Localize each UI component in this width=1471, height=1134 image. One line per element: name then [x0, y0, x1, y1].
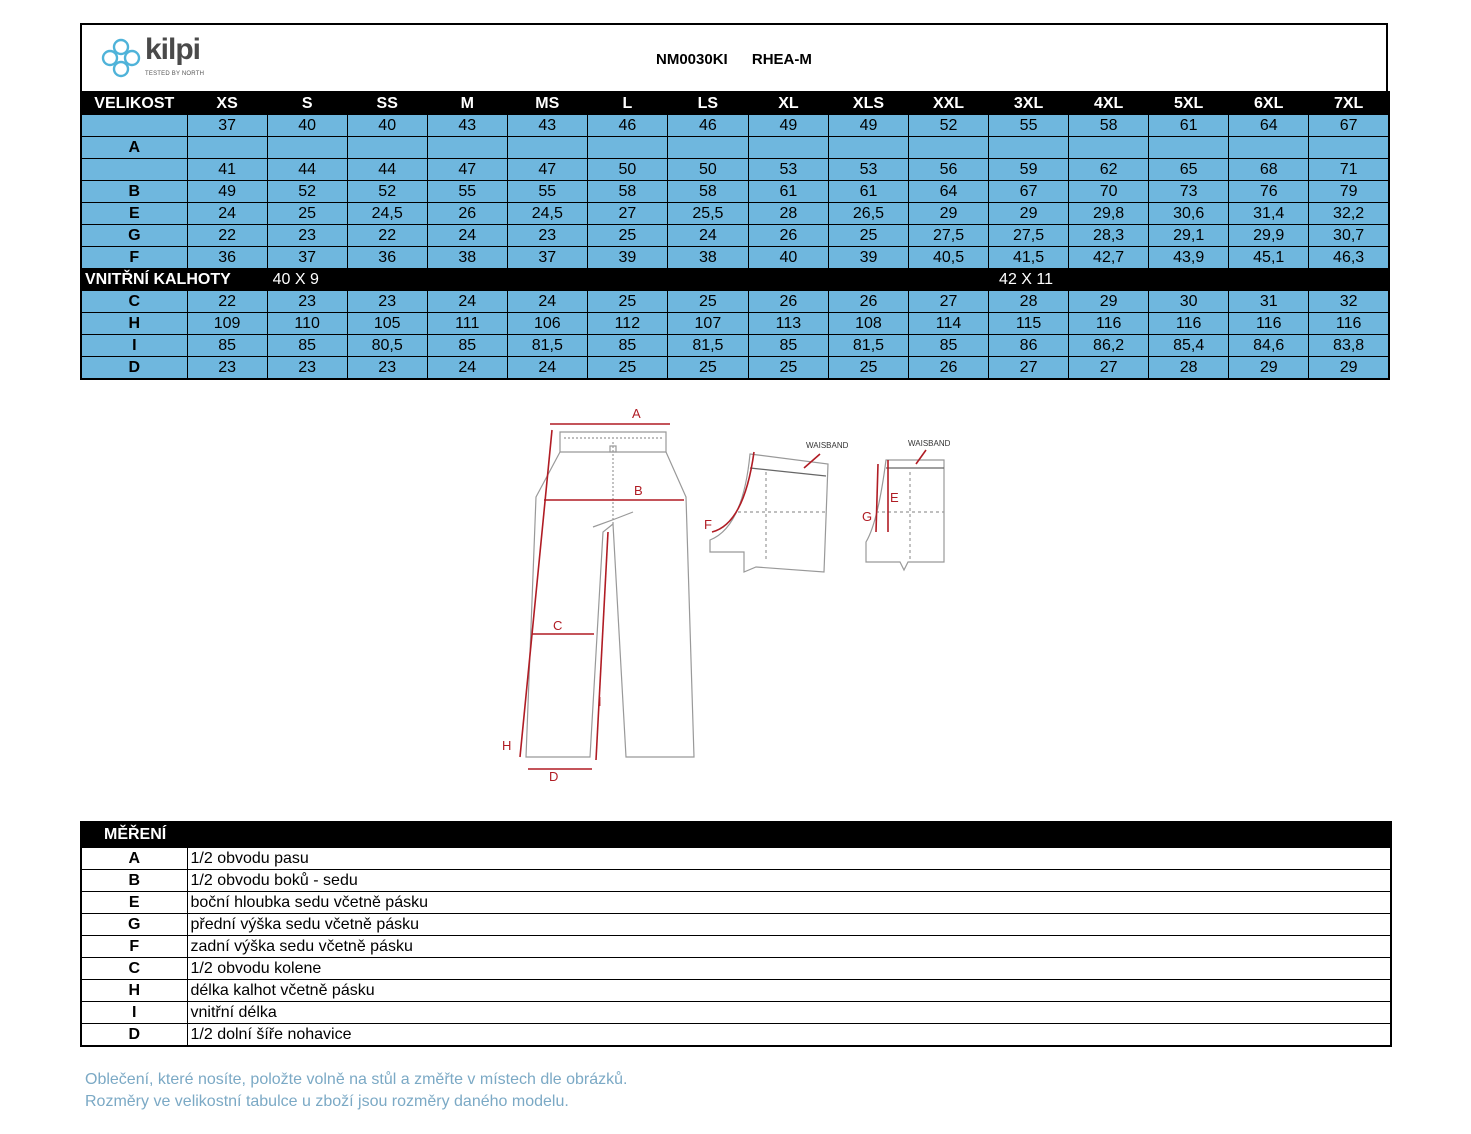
size-value-cell: 29: [1069, 291, 1149, 313]
size-value-cell: [909, 137, 989, 159]
size-value-cell: 73: [1149, 181, 1229, 203]
measurement-row: [81, 980, 1391, 1002]
size-value-cell: 55: [507, 181, 587, 203]
size-value-cell: 29: [1229, 357, 1309, 380]
measurement-description: 1/2 obvodu kolene: [187, 958, 1391, 980]
size-value-cell: 24: [427, 291, 507, 313]
size-row-label: C: [81, 291, 187, 313]
size-value-cell: 28: [1149, 357, 1229, 380]
size-value-cell: [748, 137, 828, 159]
size-value-cell: 24: [427, 225, 507, 247]
measurement-code: I: [81, 1002, 187, 1024]
size-row: [81, 159, 1389, 181]
measurement-code: D: [81, 1024, 187, 1047]
size-header-cell: XL: [748, 92, 828, 115]
size-value-cell: [507, 137, 587, 159]
size-value-cell: 23: [187, 357, 267, 380]
measure-line-i: [596, 532, 608, 760]
measurement-legend-title: MĚŘENÍ: [81, 822, 1391, 848]
size-value-cell: 32,2: [1309, 203, 1389, 225]
size-value-cell: 25: [587, 291, 667, 313]
size-value-cell: 76: [1229, 181, 1309, 203]
size-value-cell: 52: [267, 181, 347, 203]
size-value-cell: 83,8: [1309, 335, 1389, 357]
size-value-cell: 108: [828, 313, 908, 335]
size-value-cell: 25: [587, 357, 667, 380]
brand-logo: [98, 35, 228, 83]
measurement-description: 1/2 dolní šíře nohavice: [187, 1024, 1391, 1047]
size-header-cell: 5XL: [1149, 92, 1229, 115]
size-value-cell: 28: [748, 203, 828, 225]
measurement-row: [81, 892, 1391, 914]
measurement-code: F: [81, 936, 187, 958]
size-value-cell: 105: [347, 313, 427, 335]
size-value-cell: 27: [989, 357, 1069, 380]
size-value-cell: [187, 137, 267, 159]
size-header-cell: LS: [667, 92, 748, 115]
label-e: E: [890, 490, 899, 505]
size-value-cell: 44: [347, 159, 427, 181]
measure-line-f: [712, 452, 754, 532]
measurement-code: B: [81, 870, 187, 892]
size-value-cell: 44: [267, 159, 347, 181]
size-value-cell: [667, 137, 748, 159]
size-value-cell: 85: [427, 335, 507, 357]
size-value-cell: 68: [1229, 159, 1309, 181]
size-value-cell: 40,5: [909, 247, 989, 269]
size-header-cell: M: [427, 92, 507, 115]
measurement-row: [81, 1002, 1391, 1024]
size-value-cell: [1069, 137, 1149, 159]
size-value-cell: 116: [1229, 313, 1309, 335]
size-value-cell: 25,5: [667, 203, 748, 225]
size-header-cell: XLS: [828, 92, 908, 115]
measurement-code: H: [81, 980, 187, 1002]
size-value-cell: 22: [347, 225, 427, 247]
size-value-cell: 24: [507, 291, 587, 313]
size-value-cell: 53: [748, 159, 828, 181]
size-value-cell: 26,5: [828, 203, 908, 225]
measurement-row: [81, 936, 1391, 958]
size-value-cell: 27,5: [909, 225, 989, 247]
size-row: [81, 137, 1389, 159]
measurement-description: délka kalhot včetně pásku: [187, 980, 1391, 1002]
size-value-cell: 64: [909, 181, 989, 203]
waistband-arrow-back: [916, 450, 926, 464]
size-value-cell: 26: [748, 225, 828, 247]
size-row-label: H: [81, 313, 187, 335]
size-value-cell: 116: [1149, 313, 1229, 335]
size-value-cell: 46: [667, 115, 748, 137]
waistband-label-back: WAISBAND: [908, 439, 951, 448]
size-value-cell: 59: [989, 159, 1069, 181]
size-value-cell: 107: [667, 313, 748, 335]
size-value-cell: 30,6: [1149, 203, 1229, 225]
size-value-cell: 24: [667, 225, 748, 247]
size-value-cell: 25: [748, 357, 828, 380]
size-value-cell: 27: [909, 291, 989, 313]
size-value-cell: 38: [667, 247, 748, 269]
size-value-cell: 85,4: [1149, 335, 1229, 357]
size-value-cell: 43,9: [1149, 247, 1229, 269]
size-value-cell: 27,5: [989, 225, 1069, 247]
size-value-cell: 27: [1069, 357, 1149, 380]
size-row-label: [81, 159, 187, 181]
measurement-description: přední výška sedu včetně pásku: [187, 914, 1391, 936]
label-a: A: [632, 406, 641, 421]
label-f: F: [704, 517, 712, 532]
size-value-cell: 56: [909, 159, 989, 181]
size-value-cell: 64: [1229, 115, 1309, 137]
size-value-cell: 24,5: [507, 203, 587, 225]
back-view-labels: [862, 439, 951, 524]
size-value-cell: 41,5: [989, 247, 1069, 269]
measurement-row: [81, 1024, 1391, 1047]
size-value-cell: 49: [828, 115, 908, 137]
size-value-cell: 29,1: [1149, 225, 1229, 247]
size-header-cell: 3XL: [989, 92, 1069, 115]
size-value-cell: 43: [507, 115, 587, 137]
label-d: D: [549, 769, 559, 782]
size-value-cell: 40: [267, 115, 347, 137]
size-value-cell: 71: [1309, 159, 1389, 181]
size-value-cell: 55: [427, 181, 507, 203]
size-value-cell: [347, 137, 427, 159]
size-value-cell: 27: [587, 203, 667, 225]
size-value-cell: 37: [187, 115, 267, 137]
size-value-cell: [1229, 137, 1309, 159]
size-header-cell: MS: [507, 92, 587, 115]
size-value-cell: 109: [187, 313, 267, 335]
measurement-description: vnitřní délka: [187, 1002, 1391, 1024]
size-value-cell: 58: [587, 181, 667, 203]
size-value-cell: 106: [507, 313, 587, 335]
size-value-cell: 61: [828, 181, 908, 203]
size-value-cell: 49: [748, 115, 828, 137]
size-value-cell: 111: [427, 313, 507, 335]
size-value-cell: 67: [989, 181, 1069, 203]
size-value-cell: 24,5: [347, 203, 427, 225]
measurement-row: [81, 870, 1391, 892]
inner-pants-size-b: 42 X 11: [989, 269, 1389, 291]
size-row: [81, 335, 1389, 357]
size-header-cell: XXL: [909, 92, 989, 115]
measurement-row: [81, 914, 1391, 936]
size-value-cell: 81,5: [667, 335, 748, 357]
size-value-cell: [267, 137, 347, 159]
label-c: C: [553, 618, 563, 633]
inner-pants-label: VNITŘNÍ KALHOTY: [81, 269, 267, 291]
waistband-label-side: WAISBAND: [806, 441, 849, 450]
size-value-cell: 86: [989, 335, 1069, 357]
size-value-cell: 25: [828, 225, 908, 247]
header-box: [80, 23, 1388, 91]
measure-line-h: [520, 430, 552, 757]
brand-name: kilpi: [145, 33, 201, 66]
size-value-cell: 37: [267, 247, 347, 269]
kilpi-knot-icon: [98, 35, 144, 81]
size-value-cell: 29: [1309, 357, 1389, 380]
size-value-cell: 116: [1069, 313, 1149, 335]
size-row-label: B: [81, 181, 187, 203]
size-value-cell: 62: [1069, 159, 1149, 181]
size-value-cell: 29: [909, 203, 989, 225]
size-value-cell: 84,6: [1229, 335, 1309, 357]
label-h: H: [502, 738, 512, 753]
size-value-cell: 23: [267, 291, 347, 313]
size-row-label: G: [81, 225, 187, 247]
measurement-description: 1/2 obvodu pasu: [187, 848, 1391, 870]
size-value-cell: 24: [187, 203, 267, 225]
size-value-cell: 29,8: [1069, 203, 1149, 225]
measurement-description: 1/2 obvodu boků - sedu: [187, 870, 1391, 892]
size-row-label: E: [81, 203, 187, 225]
size-row: [81, 357, 1389, 380]
note-line-2: Rozměry ve velikostní tabulce u zboží jsou rozměry daného modelu.: [85, 1093, 569, 1110]
size-value-cell: 53: [828, 159, 908, 181]
size-value-cell: 49: [187, 181, 267, 203]
size-value-cell: 110: [267, 313, 347, 335]
size-value-cell: 28: [989, 291, 1069, 313]
size-value-cell: 40: [748, 247, 828, 269]
size-value-cell: 61: [1149, 115, 1229, 137]
size-value-cell: 81,5: [828, 335, 908, 357]
size-value-cell: 116: [1309, 313, 1389, 335]
size-row: [81, 181, 1389, 203]
note-line-1: Oblečení, které nosíte, položte volně na stůl a změřte v místech dle obrázků.: [85, 1071, 628, 1088]
measurement-description: boční hloubka sedu včetně pásku: [187, 892, 1391, 914]
size-header-cell: L: [587, 92, 667, 115]
size-corner-label: VELIKOST: [81, 92, 187, 115]
size-value-cell: 115: [989, 313, 1069, 335]
size-value-cell: 38: [427, 247, 507, 269]
size-value-cell: 28,3: [1069, 225, 1149, 247]
size-value-cell: 40: [347, 115, 427, 137]
size-header-row: [81, 92, 1389, 115]
back-view-measures: [876, 450, 926, 532]
size-value-cell: 55: [989, 115, 1069, 137]
size-value-cell: [828, 137, 908, 159]
size-value-cell: 29,9: [1229, 225, 1309, 247]
size-value-cell: 30: [1149, 291, 1229, 313]
size-value-cell: [427, 137, 507, 159]
size-value-cell: 25: [828, 357, 908, 380]
pants-measurement-diagram: [498, 402, 958, 782]
size-header-cell: 4XL: [1069, 92, 1149, 115]
document-title: [656, 51, 832, 68]
size-value-cell: 39: [587, 247, 667, 269]
size-row: [81, 115, 1389, 137]
label-g: G: [862, 509, 873, 524]
label-b: B: [634, 483, 643, 498]
size-value-cell: 65: [1149, 159, 1229, 181]
size-value-cell: 23: [347, 357, 427, 380]
size-header-cell: 6XL: [1229, 92, 1309, 115]
measure-line-g: [876, 464, 878, 532]
size-value-cell: 45,1: [1229, 247, 1309, 269]
measurement-legend-table: [80, 821, 1392, 1047]
size-value-cell: 26: [427, 203, 507, 225]
size-value-cell: 23: [507, 225, 587, 247]
size-value-cell: 46: [587, 115, 667, 137]
size-value-cell: 61: [748, 181, 828, 203]
size-value-cell: 23: [347, 291, 427, 313]
inner-pants-size-a: 40 X 9: [267, 269, 988, 291]
size-value-cell: 31: [1229, 291, 1309, 313]
size-value-cell: 113: [748, 313, 828, 335]
size-value-cell: 24: [427, 357, 507, 380]
size-row: [81, 313, 1389, 335]
size-row-label: [81, 115, 187, 137]
measurement-code: G: [81, 914, 187, 936]
size-value-cell: 22: [187, 225, 267, 247]
size-value-cell: 37: [507, 247, 587, 269]
size-value-cell: 85: [748, 335, 828, 357]
label-i: I: [598, 694, 602, 709]
size-value-cell: 58: [667, 181, 748, 203]
size-value-cell: 114: [909, 313, 989, 335]
size-value-cell: 31,4: [1229, 203, 1309, 225]
size-value-cell: 47: [507, 159, 587, 181]
size-row: [81, 247, 1389, 269]
size-value-cell: 50: [667, 159, 748, 181]
size-value-cell: 86,2: [1069, 335, 1149, 357]
size-value-cell: 85: [267, 335, 347, 357]
size-value-cell: 24: [507, 357, 587, 380]
instruction-notes: [85, 1069, 628, 1113]
size-row-label: I: [81, 335, 187, 357]
size-value-cell: 50: [587, 159, 667, 181]
size-value-cell: 25: [587, 225, 667, 247]
pants-outline: [526, 432, 694, 757]
size-header-cell: XS: [187, 92, 267, 115]
measurement-code: E: [81, 892, 187, 914]
size-row: [81, 225, 1389, 247]
size-header-cell: 7XL: [1309, 92, 1389, 115]
size-value-cell: 23: [267, 225, 347, 247]
size-value-cell: 70: [1069, 181, 1149, 203]
brand-tagline: TESTED BY NORTH: [145, 71, 205, 77]
size-table: [80, 91, 1390, 380]
size-value-cell: 25: [267, 203, 347, 225]
size-value-cell: [1309, 137, 1389, 159]
size-value-cell: 67: [1309, 115, 1389, 137]
size-value-cell: 32: [1309, 291, 1389, 313]
size-header-cell: SS: [347, 92, 427, 115]
product-code: NM0030KI: [656, 51, 728, 68]
size-value-cell: 42,7: [1069, 247, 1149, 269]
size-value-cell: 23: [267, 357, 347, 380]
size-value-cell: [1149, 137, 1229, 159]
side-view-outline: [710, 454, 828, 572]
size-value-cell: 29: [989, 203, 1069, 225]
size-value-cell: 112: [587, 313, 667, 335]
size-value-cell: [587, 137, 667, 159]
size-value-cell: 25: [667, 291, 748, 313]
size-value-cell: 43: [427, 115, 507, 137]
size-header-cell: S: [267, 92, 347, 115]
measurement-row: [81, 958, 1391, 980]
size-value-cell: 46,3: [1309, 247, 1389, 269]
size-row-label: D: [81, 357, 187, 380]
size-value-cell: 22: [187, 291, 267, 313]
measurement-row: [81, 848, 1391, 870]
size-value-cell: [989, 137, 1069, 159]
size-value-cell: 39: [828, 247, 908, 269]
product-name: RHEA-M: [751, 51, 812, 68]
size-value-cell: 26: [909, 357, 989, 380]
size-value-cell: 41: [187, 159, 267, 181]
size-value-cell: 30,7: [1309, 225, 1389, 247]
size-value-cell: 81,5: [507, 335, 587, 357]
size-value-cell: 26: [828, 291, 908, 313]
measurement-description: zadní výška sedu včetně pásku: [187, 936, 1391, 958]
size-row: [81, 291, 1389, 313]
size-value-cell: 47: [427, 159, 507, 181]
size-row-label: F: [81, 247, 187, 269]
size-value-cell: 25: [667, 357, 748, 380]
size-value-cell: 58: [1069, 115, 1149, 137]
size-value-cell: 85: [187, 335, 267, 357]
size-value-cell: 85: [909, 335, 989, 357]
size-value-cell: 36: [187, 247, 267, 269]
size-value-cell: 52: [909, 115, 989, 137]
size-value-cell: 80,5: [347, 335, 427, 357]
measurement-code: A: [81, 848, 187, 870]
measurement-code: C: [81, 958, 187, 980]
size-value-cell: 26: [748, 291, 828, 313]
inner-pants-row: [81, 269, 1389, 291]
size-row-label: A: [81, 137, 187, 159]
size-value-cell: 36: [347, 247, 427, 269]
pants-measure-lines: [520, 424, 684, 769]
size-value-cell: 85: [587, 335, 667, 357]
size-value-cell: 79: [1309, 181, 1389, 203]
size-value-cell: 52: [347, 181, 427, 203]
size-row: [81, 203, 1389, 225]
